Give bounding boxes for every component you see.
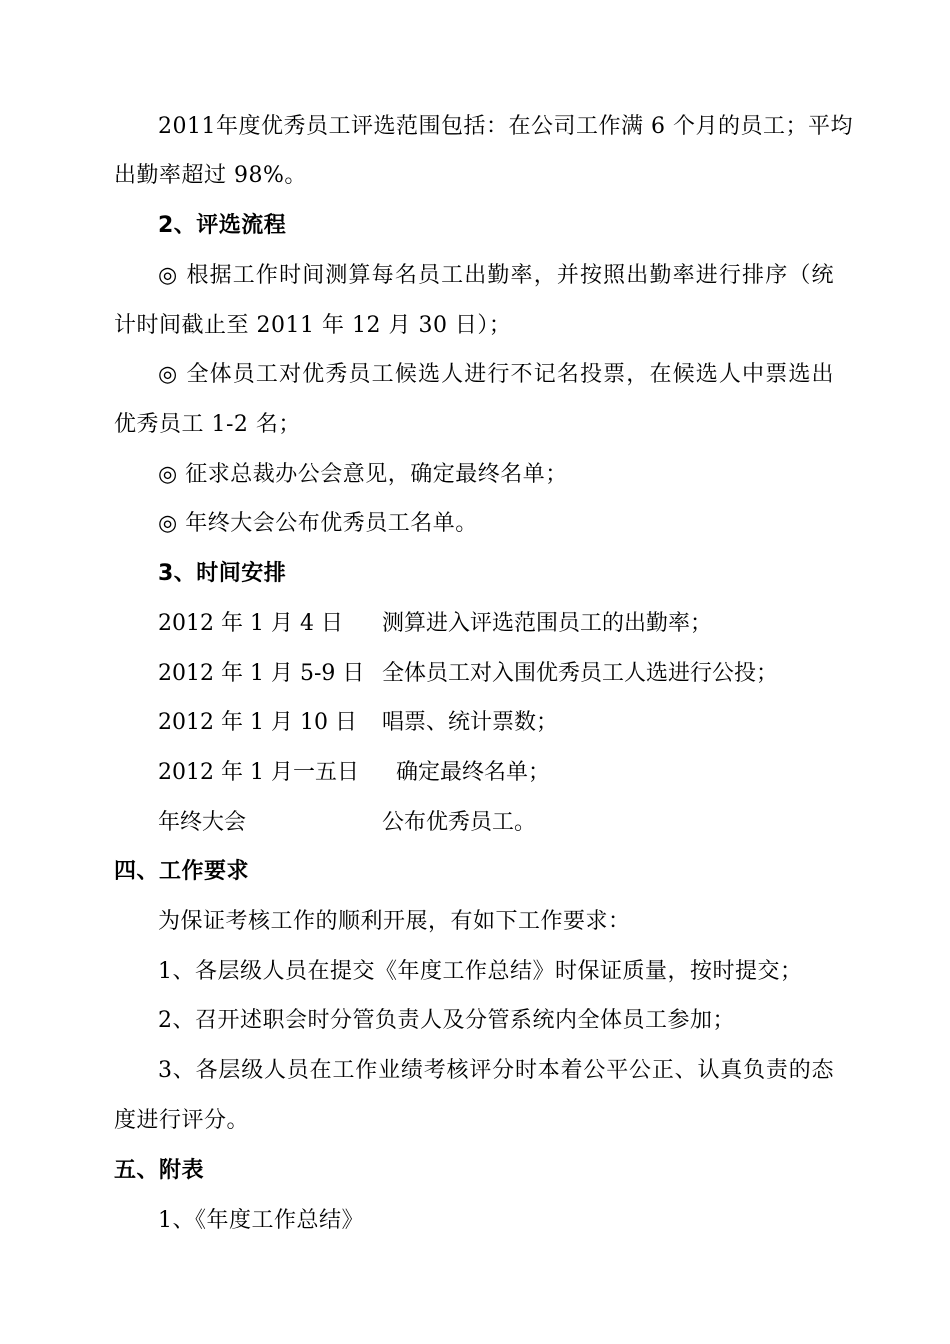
schedule-task: 唱票、统计票数； xyxy=(382,710,559,735)
schedule-task: 全体员工对入围优秀员工人选进行公投； xyxy=(382,661,779,686)
process-step2-line2: 优秀员工 1-2 名； xyxy=(114,412,301,437)
process-step1-line1: ◎ 根据工作时间测算每名员工出勤率，并按照出勤率进行排序（统 xyxy=(158,263,834,288)
schedule-date: 2012 年 1 月 4 日 xyxy=(158,611,343,636)
process-step1-line2: 计时间截止至 2011 年 12 月 30 日）； xyxy=(114,313,512,338)
appendix-item1: 1、《年度工作总结》 xyxy=(158,1208,364,1233)
schedule-date: 2012 年 1 月 10 日 xyxy=(158,710,357,735)
schedule-heading: 3、时间安排 xyxy=(158,561,287,586)
scope-text-line1: 2011年度优秀员工评选范围包括：在公司工作满 6 个月的员工；平均 xyxy=(158,114,853,139)
appendix-heading: 五、附表 xyxy=(114,1158,205,1183)
requirements-item3-line1: 3、各层级人员在工作业绩考核评分时本着公平公正、认真负责的态 xyxy=(158,1058,834,1083)
schedule-task: 测算进入评选范围员工的出勤率； xyxy=(382,611,713,636)
process-step2-line1: ◎ 全体员工对优秀员工候选人进行不记名投票，在候选人中票选出 xyxy=(158,362,834,387)
requirements-heading: 四、工作要求 xyxy=(114,859,250,884)
schedule-task: 公布优秀员工。 xyxy=(382,810,537,835)
requirements-item3-line2: 度进行评分。 xyxy=(114,1108,250,1133)
process-step3: ◎ 征求总裁办公会意见，确定最终名单； xyxy=(158,462,568,487)
scope-text-line2: 出勤率超过 98%。 xyxy=(114,163,307,188)
schedule-date: 2012 年 1 月一五日 xyxy=(158,760,359,785)
process-heading: 2、评选流程 xyxy=(158,213,287,238)
requirements-item2: 2、召开述职会时分管负责人及分管系统内全体员工参加； xyxy=(158,1008,735,1033)
schedule-task: 确定最终名单； xyxy=(396,760,551,785)
schedule-date: 年终大会 xyxy=(158,810,247,835)
schedule-date: 2012 年 1 月 5-9 日 xyxy=(158,661,365,686)
requirements-item1: 1、各层级人员在提交《年度工作总结》时保证质量，按时提交； xyxy=(158,959,803,984)
process-step4: ◎ 年终大会公布优秀员工名单。 xyxy=(158,511,478,536)
requirements-intro: 为保证考核工作的顺利开展，有如下工作要求： xyxy=(158,909,631,934)
